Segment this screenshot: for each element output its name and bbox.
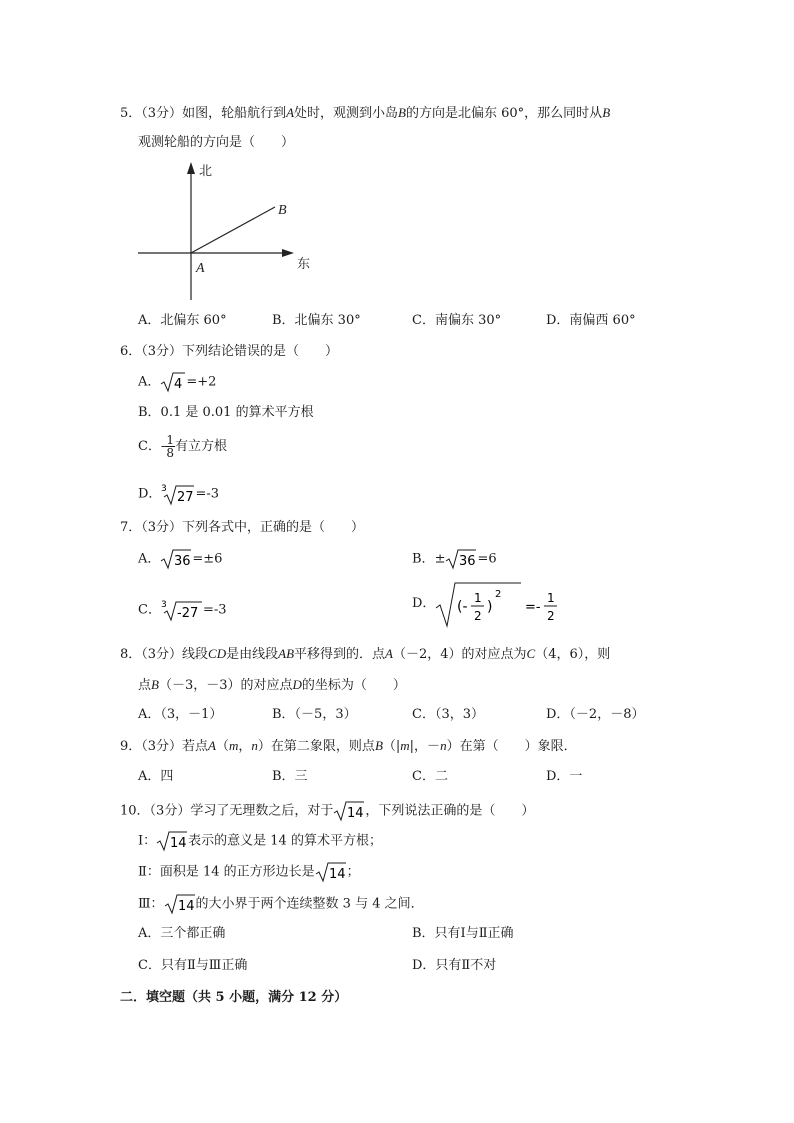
- q5-number: 5．: [120, 106, 142, 121]
- numerator: 1: [166, 433, 174, 447]
- statement-label: Ⅰ：: [138, 833, 157, 849]
- option-rest: =-3: [202, 602, 227, 618]
- q8-text: 的坐标为（ ）: [301, 678, 406, 693]
- q8-text: 是由线段: [226, 647, 279, 662]
- east-arrow-icon: [282, 249, 294, 257]
- option-label: C．: [138, 439, 161, 454]
- q8-var: CD: [208, 646, 227, 661]
- statement-text: Ⅱ：面积是 14 的正方形边长是: [138, 864, 315, 880]
- q8-var: AB: [278, 646, 295, 661]
- segment-ab: [191, 207, 275, 253]
- label-north: 北: [199, 164, 213, 179]
- q8-option-b: B．（－5，3）: [272, 707, 357, 722]
- q8-line2: [138, 676, 406, 695]
- q9-option-a: A．四: [138, 769, 174, 784]
- q9-option-b: B．三: [272, 769, 308, 784]
- numerator: 1: [547, 591, 556, 605]
- q5-text: 如图，轮船航行到: [182, 106, 287, 121]
- q9-var: n: [440, 738, 447, 753]
- option-rest: =6: [477, 551, 497, 567]
- numerator: 1: [474, 591, 483, 605]
- option-label: B．: [412, 551, 435, 567]
- q6-option-a: [138, 371, 216, 393]
- denominator: 8: [166, 446, 174, 460]
- q7-option-d: [412, 580, 565, 628]
- sqrt-symbol-icon: [160, 371, 186, 393]
- q9-option-d: D．一: [546, 769, 583, 784]
- cube-root-symbol-icon: [161, 598, 203, 622]
- option-label: D．: [412, 596, 436, 611]
- q10-statement-3: [138, 893, 424, 915]
- q5-text: 的方向是北偏东 60°，那么同时从: [406, 106, 603, 121]
- q10-statement-2: [138, 861, 360, 883]
- q6-option-c: [138, 434, 227, 459]
- q8-var: C: [526, 646, 536, 661]
- north-arrow-icon: [187, 162, 195, 174]
- q7-option-a: [138, 548, 222, 570]
- denominator: 2: [474, 609, 483, 623]
- radicand: 14: [177, 899, 195, 914]
- sign: -: [160, 439, 166, 454]
- q9-var: m: [229, 738, 239, 753]
- sqrt-symbol-icon: [160, 548, 192, 570]
- statement-text: 的大小界于两个连续整数 3 与 4 之间．: [195, 896, 424, 912]
- q9-stem: [120, 737, 577, 756]
- q5-option-a: A．北偏东 60°: [138, 313, 227, 328]
- q5-score: （3分）: [141, 106, 183, 121]
- radicand: 36: [459, 554, 477, 569]
- cube-root-symbol-icon: [161, 482, 195, 506]
- sqrt-symbol-icon: [164, 893, 196, 915]
- q10-statement-1: [138, 830, 382, 852]
- q8-text: （－3，－3）的对应点: [158, 678, 293, 693]
- radicand: 14: [170, 836, 187, 851]
- q9-text: 9．（3分）若点: [120, 739, 209, 754]
- q8-line1: [120, 645, 610, 664]
- q8-var: B: [151, 677, 159, 692]
- radicand: 14: [347, 806, 364, 821]
- q9-var: A: [208, 738, 216, 753]
- label-east: 东: [297, 257, 311, 272]
- q8-option-c: C．（3，3）: [412, 707, 484, 722]
- q10-option-a: A．三个都正确: [138, 926, 226, 941]
- q10-option-b: B．只有Ⅰ与Ⅱ正确: [412, 926, 514, 941]
- q9-option-c: C．二: [412, 769, 448, 784]
- q9-var: n: [251, 738, 258, 753]
- q9-text: ）在第（ ）象限．: [446, 739, 577, 754]
- section-heading: 二．填空题（共 5 小题，满分 12 分）: [120, 990, 348, 1005]
- q8-var: D: [292, 677, 302, 692]
- equals: =-: [525, 600, 542, 615]
- radicand: 4: [174, 377, 183, 392]
- q6-option-b: B．0.1 是 0.01 的算术平方根: [138, 405, 314, 420]
- statement-label: Ⅲ：: [138, 896, 164, 912]
- q8-option-d: D．（－2，－8）: [546, 707, 645, 722]
- q5-var: B: [602, 105, 611, 120]
- q8-option-a: A．（3，－1）: [138, 707, 223, 722]
- option-label: C．: [138, 602, 161, 618]
- q5-option-c: C．南偏东 30°: [412, 313, 502, 328]
- q6-stem: 6．（3分）下列结论错误的是（ ）: [120, 344, 339, 359]
- q5-var: B: [398, 105, 406, 120]
- radicand: -27: [176, 606, 199, 621]
- q8-text: （4，6），则: [535, 647, 611, 662]
- q9-var: B: [374, 738, 383, 753]
- q9-text: （: [216, 739, 230, 754]
- sqrt-symbol-icon: [156, 830, 188, 852]
- q9-text: （|: [382, 739, 401, 754]
- q10-text: ，下列说法正确的是（ ）: [365, 803, 535, 819]
- q10-stem: [120, 800, 534, 822]
- q5-text: 处时，观测到小岛: [294, 106, 399, 121]
- q7-option-b: [412, 548, 497, 570]
- sqrt-of-square-expression: [435, 580, 565, 628]
- root-index: 3: [161, 484, 168, 494]
- radicand: 14: [328, 867, 346, 882]
- q5-direction-figure: [138, 160, 318, 305]
- q8-text: （－2，4）的对应点为: [392, 647, 527, 662]
- q9-text: ，: [238, 739, 252, 754]
- statement-text: ；: [346, 864, 360, 880]
- root-index: 3: [160, 600, 167, 610]
- q7-option-c: [138, 598, 227, 622]
- sqrt-symbol-icon: [315, 861, 347, 883]
- sqrt-symbol-icon: [445, 548, 477, 570]
- q7-stem: 7．（3分）下列各式中，正确的是（ ）: [120, 520, 365, 535]
- q8-var: A: [385, 646, 393, 661]
- q5-option-d: D．南偏西 60°: [546, 313, 636, 328]
- label-a: A: [196, 261, 205, 276]
- q10-option-c: C．只有Ⅱ与Ⅲ正确: [138, 958, 248, 973]
- q9-text: |，－: [409, 739, 441, 754]
- exponent: 2: [495, 589, 502, 600]
- q10-text: 10．（3分）学习了无理数之后，对于: [120, 803, 334, 819]
- option-label: A．: [138, 551, 161, 567]
- left-paren: (-: [457, 599, 468, 615]
- plus-minus: ±: [434, 551, 446, 567]
- option-rest: =-3: [195, 486, 219, 502]
- q8-text: 点: [138, 678, 152, 693]
- option-label: D．: [138, 486, 162, 502]
- q8-text: 平移得到的．点: [294, 647, 386, 662]
- statement-text: 表示的意义是 14 的算术平方根；: [188, 833, 382, 849]
- fraction: [165, 434, 175, 459]
- q9-text: ）在第二象限，则点: [257, 739, 375, 754]
- option-rest: =+2: [186, 374, 217, 390]
- option-rest: 有立方根: [175, 439, 228, 454]
- denominator: 2: [547, 609, 556, 623]
- option-label: A．: [138, 374, 161, 390]
- q9-var: m: [400, 738, 410, 753]
- q5-line1: [120, 104, 610, 123]
- q5-line2: 观测轮船的方向是（ ）: [138, 135, 295, 150]
- sqrt-symbol-icon: [333, 800, 365, 822]
- q5-option-b: B．北偏东 30°: [272, 313, 361, 328]
- option-rest: =±6: [192, 551, 223, 567]
- q5-var: A: [286, 105, 295, 120]
- q6-option-d: [138, 482, 219, 506]
- right-paren: ): [487, 599, 493, 615]
- radicand: 36: [174, 554, 191, 569]
- radicand: 27: [177, 490, 194, 505]
- q8-text: 8．（3分）线段: [120, 647, 209, 662]
- q10-option-d: D．只有Ⅱ不对: [412, 958, 497, 973]
- label-b: B: [278, 203, 287, 218]
